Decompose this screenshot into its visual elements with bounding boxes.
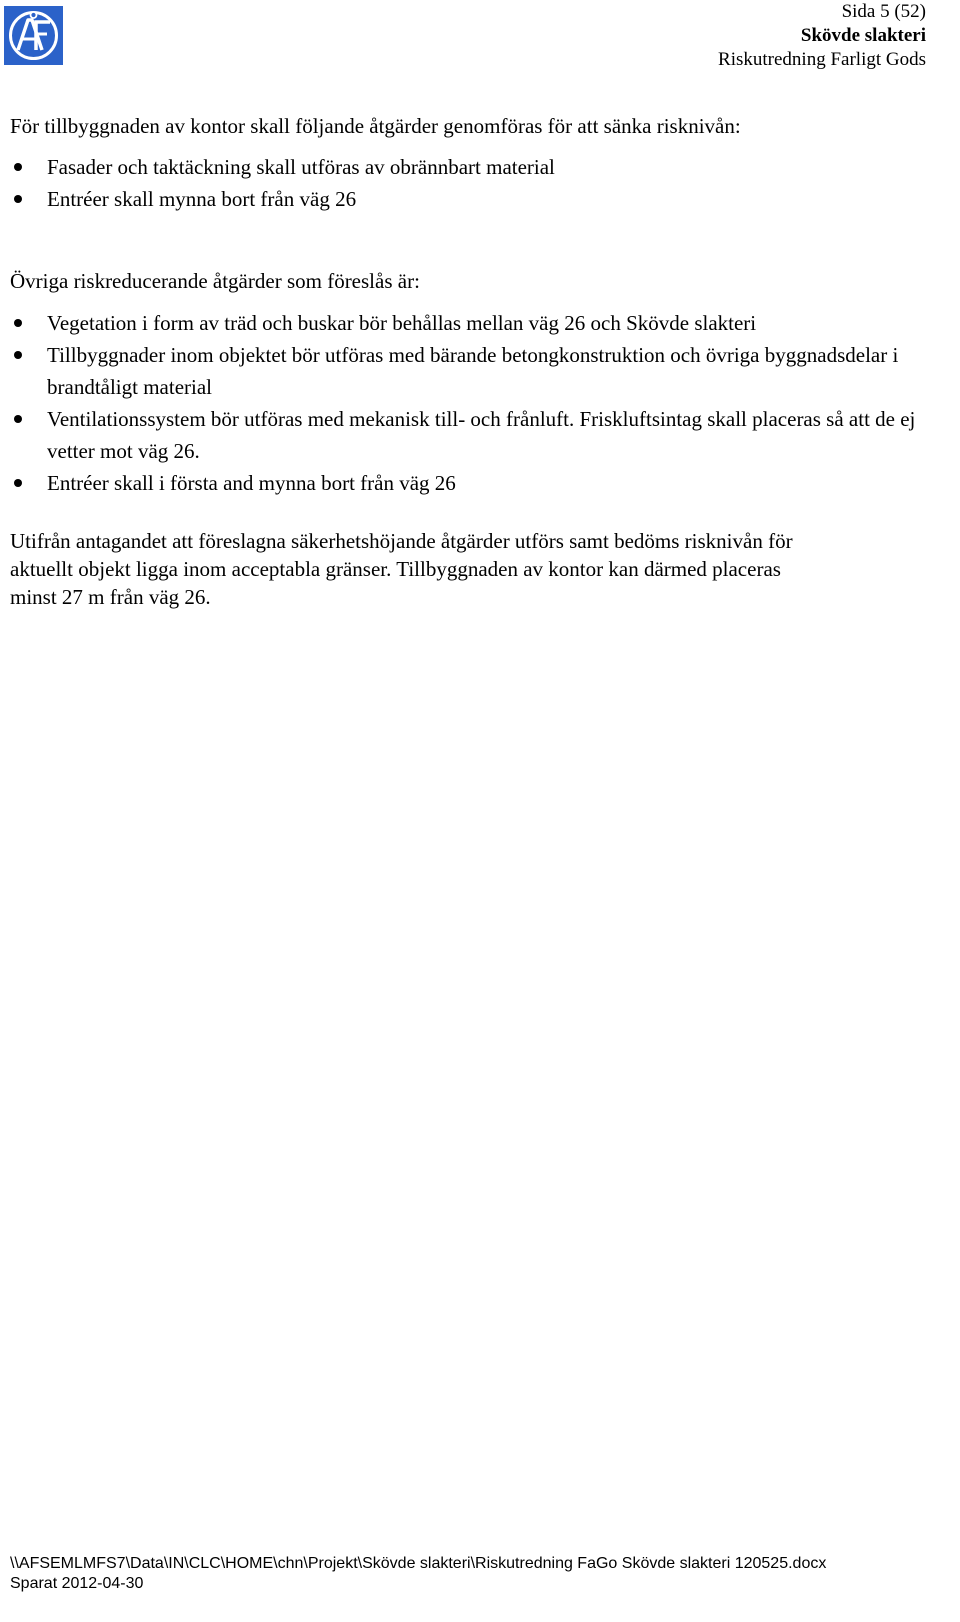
saved-date: Sparat 2012-04-30 (10, 1575, 144, 1592)
page-header (718, 0, 926, 72)
list-item: Fasader och taktäckning skall utföras av obrännbart material (10, 151, 936, 183)
section1-intro: För tillbyggnaden av kontor skall följande åtgärder genomföras för att sänka risknivån: (10, 114, 741, 138)
section1-list (10, 151, 936, 215)
project-name: Skövde slakteri (800, 25, 926, 46)
conclusion-line: Utifrån antagandet att föreslagna säkerhetshöjande åtgärder utförs samt bedöms risknivån för (10, 529, 793, 553)
document-title: Riskutredning Farligt Gods (718, 49, 926, 70)
section2-intro: Övriga riskreducerande åtgärder som föreslås är: (10, 269, 420, 293)
bullet-icon (14, 183, 24, 215)
list-item: Ventilationssystem bör utföras med mekanisk till- och frånluft. Friskluftsintag skall placeras så att de ej vetter mot väg 26. (10, 403, 936, 467)
page-number: Sida 5 (52) (841, 1, 926, 22)
bullet-icon (14, 467, 24, 499)
file-path: \\AFSEMLMFS7\Data\IN\CLC\HOME\chn\Projekt\Skövde slakteri\Riskutredning FaGo Skövde slakteri 120525.docx (10, 1555, 827, 1572)
conclusion-line: aktuellt objekt ligga inom acceptabla gränser. Tillbyggnaden av kontor kan därmed placeras (10, 557, 781, 581)
list-item: Vegetation i form av träd och buskar bör behållas mellan väg 26 och Skövde slakteri (10, 307, 936, 339)
bullet-icon (14, 403, 24, 435)
conclusion-line: minst 27 m från väg 26. (10, 585, 211, 609)
section2-list (10, 307, 936, 499)
list-item: Entréer skall mynna bort från väg 26 (10, 183, 936, 215)
list-item: Entréer skall i första and mynna bort från väg 26 (10, 467, 936, 499)
afconsult-logo-icon (4, 6, 63, 65)
list-item: Tillbyggnader inom objektet bör utföras med bärande betongkonstruktion och övriga byggnadsdelar i brandtåligt material (10, 339, 936, 403)
bullet-icon (14, 151, 24, 183)
bullet-icon (14, 307, 24, 339)
page-footer (10, 1554, 826, 1594)
bullet-icon (14, 339, 24, 371)
